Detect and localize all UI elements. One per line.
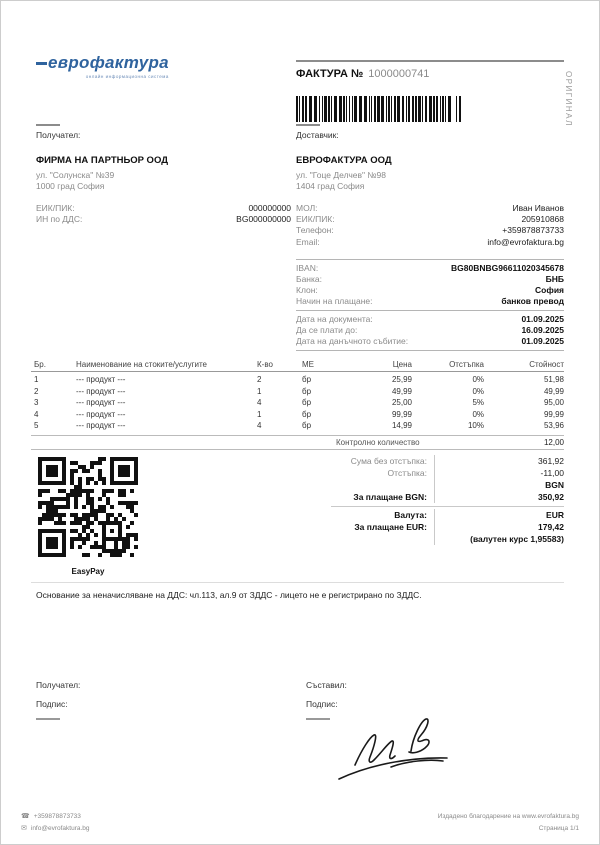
table-cell: 4: [34, 409, 39, 419]
table-cell: 99,99: [543, 409, 564, 419]
field-value: банков превод: [501, 296, 564, 306]
table-row: [31, 397, 564, 409]
payment-block: [296, 259, 564, 351]
field-label: МОЛ:: [296, 203, 318, 213]
table-cell: бр: [302, 386, 312, 396]
field-label: Да се плати до:: [296, 325, 358, 335]
table-cell: 51,98: [543, 375, 564, 384]
table-cell: 0%: [472, 386, 484, 396]
field-row: [296, 325, 564, 336]
table-cell: 99,99: [391, 409, 412, 419]
table-cell: 5%: [472, 398, 484, 407]
field-value: 01.09.2025: [521, 314, 564, 324]
recipient-block: [36, 124, 291, 225]
recipient-label: Получател:: [36, 130, 81, 140]
logo-text: еврофактура: [48, 53, 169, 72]
table-cell: 3: [34, 398, 39, 407]
control-quantity-value: 12,00: [543, 437, 564, 447]
table-cell: 25,00: [391, 398, 412, 407]
field-value: 000000000: [248, 203, 291, 213]
qr-label: EasyPay: [71, 567, 105, 576]
table-cell: 10%: [467, 421, 484, 430]
total-value: -11,00: [434, 467, 564, 479]
recipient-name: ФИРМА НА ПАРТНЬОР ООД: [36, 155, 168, 166]
barcode: [296, 96, 461, 122]
table-cell: 5: [34, 421, 39, 430]
items-table: [31, 358, 564, 450]
field-value: Иван Иванов: [512, 203, 564, 213]
company-logo: [36, 53, 169, 79]
footer-email: info@evrofaktura.bg: [30, 825, 90, 832]
total-label: Отстъпка:: [387, 468, 427, 478]
field-row: [296, 203, 564, 214]
field-label: Телефон:: [296, 225, 334, 236]
table-cell: бр: [302, 421, 312, 430]
total-row: [331, 533, 564, 545]
original-watermark: ОРИГИНАЛ: [564, 71, 573, 127]
bank-details: [296, 259, 564, 310]
items-table-body: [31, 372, 564, 436]
field-value: BG000000000: [236, 214, 291, 225]
invoice-title: [296, 68, 429, 80]
signature-role-label: Получател:: [36, 680, 81, 690]
col-header: Бр.: [34, 360, 46, 369]
total-row: [331, 467, 564, 479]
table-row: [31, 420, 564, 432]
supplier-block: [296, 124, 564, 248]
field-label: Дата на данъчното събитие:: [296, 336, 409, 346]
total-row: [331, 521, 564, 533]
field-row: [296, 336, 564, 347]
table-cell: 0%: [472, 409, 484, 419]
signature-label: Подпис:: [36, 699, 68, 709]
col-header: Стойност: [529, 360, 564, 369]
field-label: IBAN:: [296, 263, 319, 273]
header-divider: [296, 60, 564, 62]
currency-code: BGN: [434, 479, 564, 491]
table-cell: 25,99: [391, 375, 412, 384]
table-cell: 1: [257, 386, 262, 396]
table-cell: 1: [257, 409, 262, 419]
table-row: [31, 409, 564, 421]
total-value: 179,42: [434, 521, 564, 533]
field-value: 205910868: [521, 214, 564, 225]
col-header: Наименование на стоките/услугите: [76, 360, 207, 369]
control-quantity-row: [31, 436, 564, 450]
field-value: 16.09.2025: [521, 325, 564, 335]
field-value: 01.09.2025: [521, 336, 564, 346]
table-cell: --- продукт ---: [76, 375, 126, 384]
total-value: 350,92: [434, 491, 564, 503]
table-row: [31, 386, 564, 398]
note-divider: [31, 582, 564, 583]
table-cell: бр: [302, 409, 312, 419]
supplier-address-1: ул. "Гоце Делчев" №98: [296, 170, 386, 180]
signature-image: [329, 707, 459, 785]
total-row: [331, 479, 564, 491]
table-cell: 4: [257, 398, 262, 407]
table-cell: 14,99: [391, 421, 412, 430]
vat-exemption-note: Основание за неначисляване на ДДС: чл.113, ал.9 от ЗДДС - лицето не е регистрирано по ЗДДС.: [36, 590, 422, 600]
signature-line: [36, 718, 60, 720]
footer-phone: +359878873733: [33, 813, 81, 820]
field-label: Дата на документа:: [296, 314, 373, 324]
field-row: [296, 274, 564, 285]
table-cell: 4: [257, 421, 262, 430]
field-label: ЕИК/ПИК:: [296, 214, 335, 225]
field-row: [296, 314, 564, 325]
table-cell: 95,00: [543, 398, 564, 407]
table-cell: 1: [34, 375, 39, 384]
field-value: БНБ: [545, 274, 564, 284]
field-label: ИН по ДДС:: [36, 214, 83, 225]
field-row: [296, 263, 564, 274]
qr-code: [38, 457, 138, 557]
table-cell: 49,99: [391, 386, 412, 396]
footer-meta: [438, 811, 579, 835]
footer-contact: [21, 811, 90, 835]
logo-tagline: онлайн информационна система: [85, 74, 169, 79]
recipient-address-1: ул. "Солунска" №39: [36, 170, 115, 180]
section-mark: [296, 124, 320, 126]
field-value: +359878873733: [502, 225, 564, 236]
field-label: Email:: [296, 236, 320, 247]
field-label: ЕИК/ПИК:: [36, 203, 75, 213]
recipient-address-2: 1000 град София: [36, 181, 105, 191]
table-cell: --- продукт ---: [76, 386, 126, 396]
totals-block: [331, 455, 564, 545]
table-cell: 2: [34, 386, 39, 396]
invoice-title-label: ФАКТУРА №: [296, 68, 364, 80]
table-row: [31, 374, 564, 386]
field-value: София: [535, 285, 564, 295]
table-cell: --- продукт ---: [76, 409, 126, 419]
date-details: [296, 310, 564, 351]
phone-icon: ☎: [21, 813, 30, 820]
total-label: За плащане BGN:: [353, 492, 427, 502]
field-row: [36, 203, 291, 214]
logo-dash-icon: [36, 62, 47, 65]
col-header: Отстъпка: [449, 360, 484, 369]
total-label: [331, 533, 427, 545]
field-value: info@evrofaktura.bg: [487, 236, 564, 247]
field-row: [296, 214, 564, 225]
table-cell: бр: [302, 398, 312, 407]
qr-block: [36, 457, 140, 576]
field-row: [36, 214, 291, 225]
exchange-rate-note: (валутен курс 1,95583): [434, 533, 564, 545]
total-row: [331, 491, 564, 503]
col-header: Цена: [392, 360, 412, 369]
table-cell: бр: [302, 375, 312, 384]
signature-role-label: Съставил:: [306, 680, 347, 690]
total-row: [331, 455, 564, 467]
table-cell: 53,96: [543, 421, 564, 430]
total-label: За плащане EUR:: [354, 522, 427, 532]
supplier-label: Доставчик:: [296, 130, 339, 140]
total-value: EUR: [434, 509, 564, 521]
field-value: BG80BNBG96611020345678: [451, 263, 564, 273]
supplier-address-2: 1404 град София: [296, 181, 365, 191]
footer-credit: Издадено благодарение на www.evrofaktura.bg: [437, 813, 579, 820]
invoice-number: 1000000741: [368, 68, 430, 80]
field-row: [296, 225, 564, 236]
table-header-row: [31, 358, 564, 372]
footer-page-number: Страница 1/1: [538, 825, 579, 832]
col-header: К-во: [257, 360, 273, 369]
field-label: Клон:: [296, 285, 318, 295]
total-row: [331, 509, 564, 521]
recipient-signature-block: [36, 680, 80, 720]
field-label: Банка:: [296, 274, 322, 284]
signature-line: [306, 718, 330, 720]
total-label: Сума без отстъпка:: [350, 456, 427, 466]
total-label: [331, 479, 427, 491]
supplier-name: ЕВРОФАКТУРА ООД: [296, 155, 392, 166]
table-cell: 2: [257, 375, 262, 384]
total-label: Валута:: [394, 510, 427, 520]
total-value: 361,92: [434, 455, 564, 467]
signature-label: Подпис:: [306, 699, 338, 709]
totals-divider: [331, 506, 564, 507]
control-quantity-label: Контролно количество: [336, 437, 420, 447]
email-icon: ✉: [21, 825, 27, 832]
field-row: [296, 285, 564, 296]
table-cell: --- продукт ---: [76, 398, 126, 407]
table-cell: --- продукт ---: [76, 421, 126, 430]
table-cell: 49,99: [543, 386, 564, 396]
field-label: Начин на плащане:: [296, 296, 373, 306]
section-mark: [36, 124, 60, 126]
table-cell: 0%: [472, 375, 484, 384]
field-row: [296, 296, 564, 307]
field-row: [296, 237, 564, 248]
col-header: МЕ: [302, 360, 314, 369]
